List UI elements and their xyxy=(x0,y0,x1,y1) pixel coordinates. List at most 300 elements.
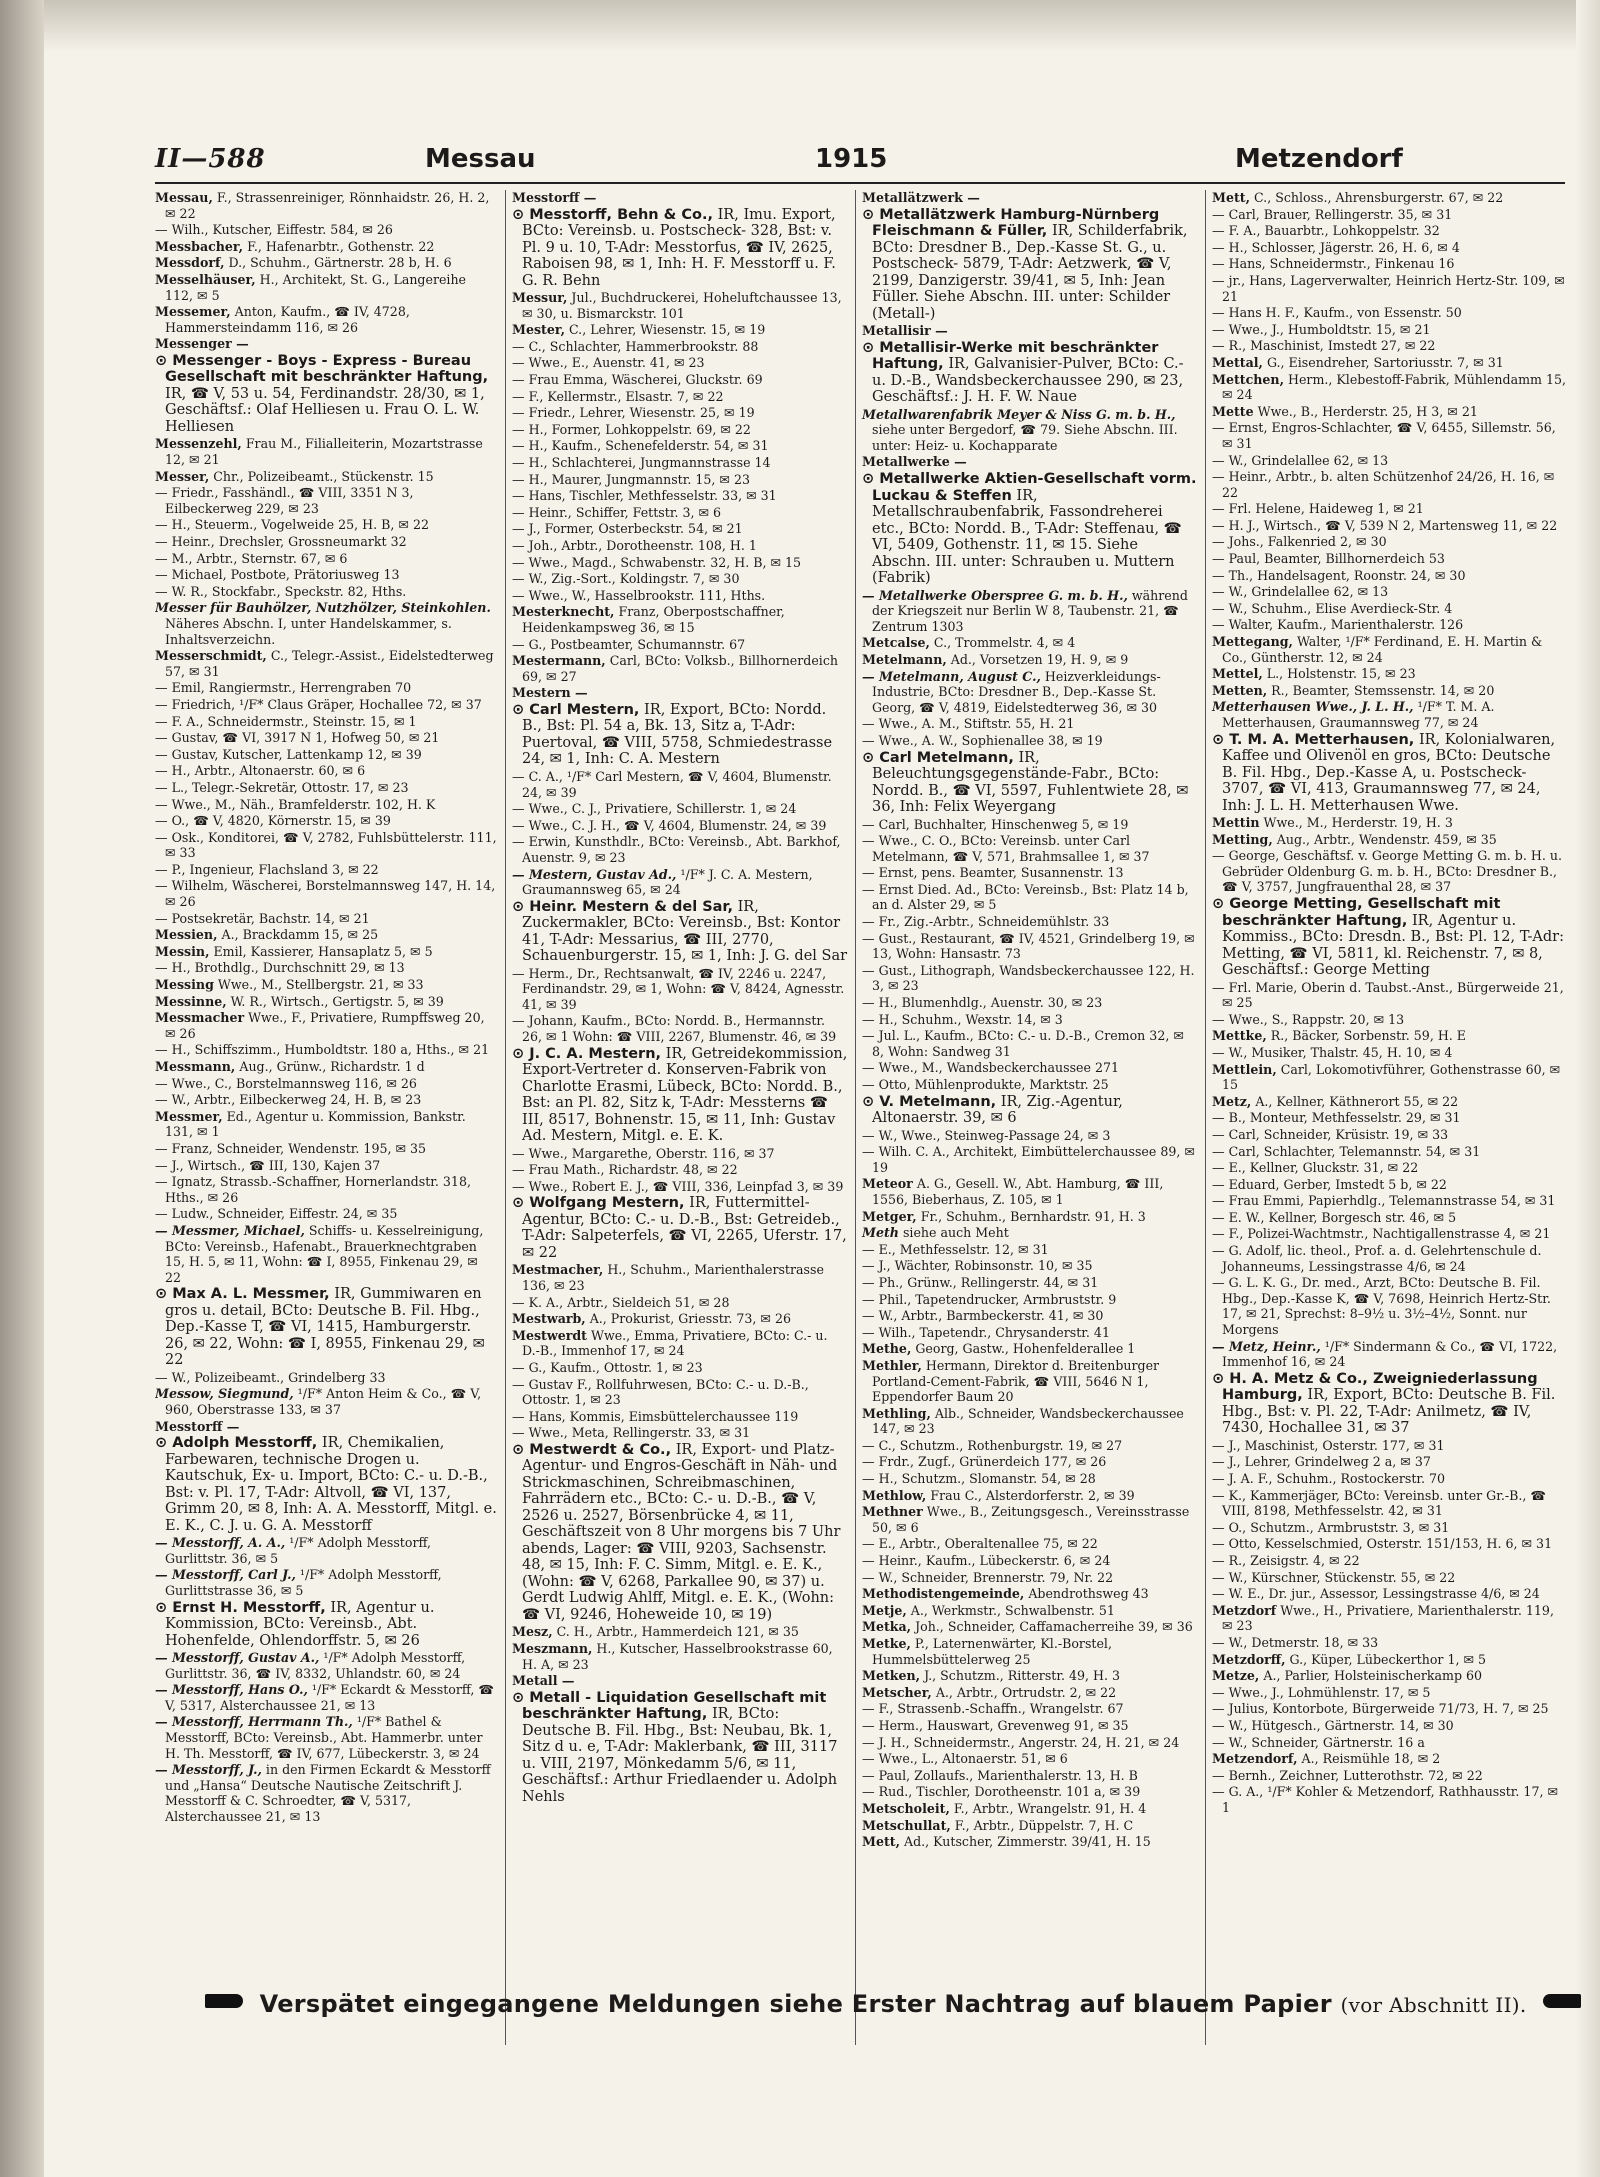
entry-name: Messelhäuser, xyxy=(155,271,256,287)
entry-details: — Wwe., C. J., Privatiere, Schillerstr. 1, ✉ 24 xyxy=(512,801,797,817)
entry-details: — E., Arbtr., Oberaltenallee 75, ✉ 22 xyxy=(862,1536,1098,1552)
entry-details: ¹/F* Adolph Messtorff, Gurlittstr. 36, ✉ 5 xyxy=(165,1535,431,1566)
entry-details: — Frau Math., Richardstr. 48, ✉ 22 xyxy=(512,1162,738,1178)
directory-entry xyxy=(862,1834,1198,1850)
directory-entry xyxy=(1212,1718,1566,1734)
entry-details: — G. Adolf, lic. theol., Prof. a. d. Gelehrtenschule d. Johanneums, Lessingstrasse 4/6, ✉ 24 xyxy=(1212,1243,1542,1274)
directory-entry xyxy=(155,1714,497,1761)
directory-entry xyxy=(155,272,497,303)
directory-entry xyxy=(862,1636,1198,1667)
entry-name: Metken, xyxy=(862,1668,921,1684)
entry-name: Metger, xyxy=(862,1208,917,1224)
entry-details: ¹/F* Adolph Messtorff, Gurlittstrasse 36, ✉ 5 xyxy=(165,1567,442,1598)
directory-entry xyxy=(512,355,848,371)
entry-details: IR, Export, BCto: Deutsche B. Fil. Hbg., Bst: v. Pl. 22, T-Adr: Anilmetz, ☎ IV, 7430, Hochallee 31, ✉ 37 xyxy=(1222,1387,1556,1437)
directory-entry xyxy=(512,1146,848,1162)
entry-details: Heizverkleidungs-Industrie, BCto: Dresdner B., Dep.-Kasse St. Georg, ☎ V, 4819, Eidelstedterweg 36, ✉ 30 xyxy=(872,668,1161,715)
entry-details: Georg, Gastw., Hohenfelderallee 1 xyxy=(915,1341,1136,1357)
directory-entry xyxy=(862,1406,1198,1437)
directory-entry xyxy=(862,865,1198,881)
directory-entry xyxy=(512,405,848,421)
entry-details: — Heinr., Arbtr., b. alten Schützenhof 24/26, H. 16, ✉ 22 xyxy=(1212,469,1555,500)
directory-entry xyxy=(862,1553,1198,1569)
directory-entry xyxy=(512,1013,848,1044)
column-4 xyxy=(1205,190,1566,2045)
entry-details: — Wwe., M., Wandsbeckerchaussee 271 xyxy=(862,1060,1120,1076)
directory-entry xyxy=(862,1012,1198,1028)
entry-name: Methling, xyxy=(862,1405,931,1421)
page-number: II—588 xyxy=(155,144,266,174)
entry-name: Messien, xyxy=(155,927,218,943)
directory-entry xyxy=(512,1641,848,1672)
entry-details: — Osk., Konditorei, ☎ V, 2782, Fuhlsbüttelerstr. 111, ✉ 33 xyxy=(155,829,497,861)
entry-name: ⊙ Carl Metelmann, xyxy=(862,749,1014,766)
entry-details: — E. W., Kellner, Borgesch str. 46, ✉ 5 xyxy=(1212,1209,1457,1225)
directory-entry xyxy=(155,1206,497,1222)
entry-details: — H., Steuerm., Vogelweide 25, H. B, ✉ 22 xyxy=(155,517,429,533)
entry-name: Meszmann, xyxy=(512,1641,593,1657)
entry-details: — Frau Emmi, Papierhdlg., Telemannstrasse 54, ✉ 31 xyxy=(1212,1193,1556,1209)
entry-name: ⊙ George Metting, Gesellschaft mit beschränkter Haftung, xyxy=(1212,896,1501,929)
entry-details: R., Bäcker, Sorbenstr. 59, H. E xyxy=(1270,1028,1467,1044)
entry-details: — Erwin, Kunsthdlr., BCto: Vereinsb., Abt. Barkhof, Auenstr. 9, ✉ 23 xyxy=(512,834,841,865)
directory-entry xyxy=(512,604,848,635)
directory-entry xyxy=(155,584,497,600)
directory-entry xyxy=(862,1818,1198,1834)
entry-details: — Wwe., C. O., BCto: Vereinsb. unter Carl Metelmann, ☎ V, 571, Brahmsallee 1, ✉ 37 xyxy=(862,833,1150,864)
directory-entry xyxy=(1212,1094,1566,1110)
directory-entry xyxy=(1212,732,1566,815)
directory-entry xyxy=(155,600,497,647)
entry-details: — Wwe., S., Rappstr. 20, ✉ 13 xyxy=(1212,1011,1405,1027)
entry-name: Mettke, xyxy=(1212,1028,1267,1044)
directory-entry xyxy=(862,1242,1198,1258)
directory-entry xyxy=(1212,896,1566,979)
entry-name: Messmer, xyxy=(155,1108,223,1124)
directory-entry xyxy=(1212,601,1566,617)
entry-name: Meteor xyxy=(862,1176,913,1192)
directory-entry xyxy=(862,1341,1198,1357)
directory-entry xyxy=(862,750,1198,816)
directory-entry xyxy=(862,1801,1198,1817)
entry-details: — Wwe., C. J. H., ☎ V, 4604, Blumenstr. 24, ✉ 39 xyxy=(512,817,827,833)
directory-entry xyxy=(155,1650,497,1681)
directory-entry xyxy=(155,911,497,927)
pointing-hand-icon xyxy=(1543,1994,1581,2008)
entry-details: — J., Maschinist, Osterstr. 177, ✉ 31 xyxy=(1212,1437,1445,1453)
directory-entry xyxy=(155,1370,497,1386)
directory-entry xyxy=(1212,584,1566,600)
entry-details: — F., Kellermstr., Elsastr. 7, ✉ 22 xyxy=(512,388,724,404)
entry-name: Messinne, xyxy=(155,993,227,1009)
entry-details: — Ernst Died. Ad., BCto: Vereinsb., Bst: Platz 14 b, an d. Alster 29, ✉ 5 xyxy=(862,881,1189,913)
directory-entry xyxy=(1212,1784,1566,1815)
entry-details: IR, Futtermittel-Agentur, BCto: C.- u. D.-B., Bst: Getreideb., T-Adr: Salpeterfels, ☎ VI, 2265, Uferstr. 17, ✉ 22 xyxy=(522,1195,847,1261)
entry-details: Ad., Vorsetzen 19, H. 9, ✉ 9 xyxy=(950,651,1129,667)
entry-name: ⊙ Metallwerke Aktien-Gesellschaft vorm. Luckau & Steffen xyxy=(862,471,1197,504)
entry-name: Mett, xyxy=(1212,190,1250,205)
directory-entry xyxy=(155,190,497,221)
directory-entry xyxy=(862,1358,1198,1405)
entry-details: Wwe., B., Herderstr. 25, H 3, ✉ 21 xyxy=(1257,403,1478,419)
entry-details: IR, Zig.-Agentur, Altonaerstr. 39, ✉ 6 xyxy=(872,1093,1123,1127)
entry-details: — F. A., Schneidermstr., Steinstr. 15, ✉ 1 xyxy=(155,713,417,729)
directory-entry xyxy=(512,538,848,554)
directory-entry xyxy=(1212,1735,1566,1751)
entry-details: — F., Strassenb.-Schaffn., Wrangelstr. 67 xyxy=(862,1701,1124,1717)
entry-details: H., Kutscher, Hasselbrookstrasse 60, H. A, ✉ 23 xyxy=(522,1641,833,1672)
entry-name: — Messmer, Michael, xyxy=(155,1222,305,1238)
entry-details: — Gustav F., Rollfuhrwesen, BCto: C.- u. D.-B., Ottostr. 1, ✉ 23 xyxy=(512,1376,809,1408)
entry-name: Messer, xyxy=(155,468,210,484)
entry-details: — Friedrich, ¹/F* Claus Gräper, Hochallee 72, ✉ 37 xyxy=(155,696,482,712)
entry-details: — G., Postbeamter, Schumannstr. 67 xyxy=(512,636,746,652)
directory-entry xyxy=(1212,207,1566,223)
directory-entry xyxy=(1212,1668,1566,1684)
directory-entry xyxy=(512,966,848,1013)
entry-details: — Frl. Helene, Haideweg 1, ✉ 21 xyxy=(1212,501,1424,517)
footer-note: (vor Abschnitt II). xyxy=(1340,1993,1527,2017)
entry-details: ¹/F* T. M. A. Metterhausen, Graumannsweg 77, ✉ 24 xyxy=(1222,699,1495,730)
entry-name: Metka, xyxy=(862,1619,912,1635)
directory-entry xyxy=(1212,453,1566,469)
entry-details: — Wwe., Margarethe, Oberstr. 116, ✉ 37 xyxy=(512,1145,775,1161)
entry-name: Messemer, xyxy=(155,304,231,320)
entry-details: — Fr., Zig.-Arbtr., Schneidemühlstr. 33 xyxy=(862,914,1110,930)
directory-entry xyxy=(512,867,848,898)
entry-details: Näheres Abschn. I, unter Handelskammer, s. Inhaltsverzeichn. xyxy=(165,615,452,647)
directory-entry xyxy=(862,1536,1198,1552)
entry-details: — Otto, Kesselschmied, Osterstr. 151/153, H. 6, ✉ 31 xyxy=(1212,1536,1553,1552)
entry-name: Metterhausen Wwe., J. L. H., xyxy=(1212,699,1414,715)
directory-entry xyxy=(155,222,497,238)
directory-entry xyxy=(155,436,497,467)
entry-details: — Heinr., Drechsler, Grossneumarkt 32 xyxy=(155,534,407,549)
directory-entry xyxy=(862,1784,1198,1800)
entry-name: Metz, xyxy=(1212,1093,1252,1109)
directory-entry xyxy=(862,733,1198,749)
entry-details: — W., Wwe., Steinweg-Passage 24, ✉ 3 xyxy=(862,1127,1111,1143)
entry-name: Messin, xyxy=(155,943,210,959)
directory-entry xyxy=(1212,501,1566,517)
entry-details: A., Parlier, Holsteinischerkamp 60 xyxy=(1263,1668,1483,1684)
entry-details: C., Lehrer, Wiesenstr. 15, ✉ 19 xyxy=(569,322,766,338)
entry-details: Carl, BCto: Volksb., Billhornerdeich 69, ✉ 27 xyxy=(522,653,838,684)
entry-details: ¹/F* Anton Heim & Co., ☎ V, 960, Oberstrasse 133, ✉ 37 xyxy=(165,1386,482,1417)
directory-entry xyxy=(512,555,848,571)
entry-details: Walter, ¹/F* Ferdinand, E. H. Martin & Co., Güntherstr. 12, ✉ 24 xyxy=(1222,634,1543,665)
directory-entry xyxy=(155,1535,497,1566)
directory-entry xyxy=(155,1682,497,1713)
entry-details: — L., Telegr.-Sekretär, Ottostr. 17, ✉ 23 xyxy=(155,779,409,795)
directory-entry xyxy=(155,485,497,516)
directory-entry xyxy=(512,1409,848,1425)
directory-entry xyxy=(1212,1488,1566,1519)
entry-details: — Wilh., Tapetendr., Chrysanderstr. 41 xyxy=(862,1324,1110,1340)
entry-details: — Wilhelm, Wäscherei, Borstelmannsweg 147, H. 14, ✉ 26 xyxy=(155,878,496,910)
directory-entry xyxy=(155,1042,497,1058)
directory-entry xyxy=(862,1094,1198,1127)
entry-name: Messtorff — xyxy=(512,190,597,205)
directory-entry xyxy=(512,488,848,504)
entry-details: — G. A., ¹/F* Kohler & Metzendorf, Rathhausstr. 17, ✉ 1 xyxy=(1212,1784,1559,1815)
header-last-word: Metzendorf xyxy=(1235,144,1403,174)
entry-name: Metting, xyxy=(1212,831,1273,847)
entry-details: — J., Wirtsch., ☎ III, 130, Kajen 37 xyxy=(155,1157,381,1173)
directory-entry xyxy=(155,1158,497,1174)
entry-details: — Gustav, Kutscher, Lattenkamp 12, ✉ 39 xyxy=(155,746,422,762)
directory-entry xyxy=(512,801,848,817)
entry-details: — H., Schlachterei, Jungmannstrasse 14 xyxy=(512,455,771,471)
entry-name: Messtorff — xyxy=(155,1418,240,1434)
directory-entry xyxy=(155,567,497,583)
entry-details: Anton, Kaufm., ☎ IV, 4728, Hammersteindamm 116, ✉ 26 xyxy=(165,304,410,335)
directory-entry xyxy=(1212,815,1566,831)
entry-details: Joh., Schneider, Caffamacherreihe 39, ✉ 36 xyxy=(915,1619,1193,1635)
entry-name: ⊙ Carl Mestern, xyxy=(512,701,640,718)
entry-details: H., Architekt, St. G., Langereihe 112, ✉ 5 xyxy=(165,271,467,303)
directory-entry xyxy=(1212,372,1566,403)
entry-details: — J. A. F., Schuhm., Rostockerstr. 70 xyxy=(1212,1471,1446,1486)
entry-details: P., Laternenwärter, Kl.-Borstel, Hummelsbüttelerweg 25 xyxy=(872,1636,1112,1667)
entry-details: Frau C., Alsterdorferstr. 2, ✉ 39 xyxy=(930,1487,1135,1503)
entry-details: — W., Zig.-Sort., Koldingstr. 7, ✉ 30 xyxy=(512,571,740,587)
entry-details: — W., Arbtr., Barmbeckerstr. 41, ✉ 30 xyxy=(862,1308,1104,1324)
directory-entry xyxy=(512,571,848,587)
entry-details: — Wwe., A. M., Stiftstr. 55, H. 21 xyxy=(862,716,1075,732)
entry-details: — Franz, Schneider, Wendenstr. 195, ✉ 35 xyxy=(155,1140,427,1156)
entry-details: — Ernst, pens. Beamter, Susannenstr. 13 xyxy=(862,865,1124,881)
entry-details: — W., Detmerstr. 18, ✉ 33 xyxy=(1212,1634,1379,1650)
entry-name: ⊙ Adolph Messtorff, xyxy=(155,1435,318,1452)
entry-details: ¹/F* J. C. A. Mestern, Graumannsweg 65, ✉ 24 xyxy=(522,866,813,898)
entry-details: Frau M., Filialleiterin, Mozartstrasse 12, ✉ 21 xyxy=(165,436,483,468)
directory-entry xyxy=(155,994,497,1010)
directory-entry xyxy=(155,960,497,976)
directory-entry xyxy=(512,653,848,684)
entry-details: — O., Schutzm., Armbruststr. 3, ✉ 31 xyxy=(1212,1519,1450,1535)
directory-entry xyxy=(155,977,497,993)
entry-details: — Wilh., Kutscher, Eiffestr. 584, ✉ 26 xyxy=(155,222,393,238)
directory-entry xyxy=(862,1471,1198,1487)
entry-name: — Metallwerke Oberspree G. m. b. H., xyxy=(862,587,1128,603)
entry-details: J., Schutzm., Ritterstr. 49, H. 3 xyxy=(924,1668,1121,1684)
entry-name: Metallwerke — xyxy=(862,454,967,470)
entry-details: — Johann, Kaufm., BCto: Nordd. B., Hermannstr. 26, ✉ 1 Wohn: ☎ VIII, 2267, Blumenstr. 46, ✉ 39 xyxy=(512,1013,837,1045)
entry-details: — Walter, Kaufm., Marienthalerstr. 126 xyxy=(1212,617,1464,633)
directory-entry xyxy=(1212,1471,1566,1487)
entry-details: Hermann, Direktor d. Breitenburger Portland-Cement-Fabrik, ☎ VIII, 5646 N 1, Eppendorfer Baum 20 xyxy=(872,1357,1160,1405)
directory-entry xyxy=(512,190,848,206)
directory-entry xyxy=(1212,1127,1566,1143)
directory-entry xyxy=(862,716,1198,732)
directory-entry xyxy=(155,304,497,335)
entry-details: G., Küper, Lübeckerthor 1, ✉ 5 xyxy=(1289,1651,1487,1667)
entry-name: — Messtorff, Gustav A., xyxy=(155,1650,320,1666)
entry-name: Metscher, xyxy=(862,1684,932,1700)
directory-entry xyxy=(512,1262,848,1293)
entry-name: ⊙ Ernst H. Messtorff, xyxy=(155,1599,326,1616)
entry-details: siehe unter Bergedorf, ☎ 79. Siehe Abschn. III. unter: Heiz- u. Kochapparate xyxy=(872,422,1178,453)
entry-details: Wwe., B., Zeitungsgesch., Vereinsstrasse 50, ✉ 6 xyxy=(872,1504,1190,1535)
directory-entry xyxy=(1212,1062,1566,1093)
directory-entry xyxy=(512,1328,848,1359)
entry-name: Methodistengemeinde, xyxy=(862,1586,1025,1602)
directory-entry xyxy=(1212,1652,1566,1668)
scan-shadow-top xyxy=(0,0,1600,52)
directory-entry xyxy=(1212,1339,1566,1370)
directory-entry xyxy=(512,339,848,355)
directory-entry xyxy=(862,1438,1198,1454)
entry-details: — Johs., Falkenried 2, ✉ 30 xyxy=(1212,534,1387,550)
entry-details: — E., Kellner, Gluckstr. 31, ✉ 22 xyxy=(1212,1160,1419,1176)
directory-entry xyxy=(155,1174,497,1205)
directory-entry xyxy=(155,813,497,829)
directory-entry xyxy=(862,669,1198,716)
running-header xyxy=(155,140,1565,184)
directory-entry xyxy=(862,1258,1198,1274)
entry-details: F., Strassenreiniger, Rönnhaidstr. 26, H. 2, ✉ 22 xyxy=(165,190,490,221)
entry-name: — Metz, Heinr., xyxy=(1212,1338,1321,1354)
entry-name: Messer für Bauhölzer, Nutzhölzer, Steinkohlen. xyxy=(155,600,491,616)
entry-details: — Carl, Schneider, Krüsistr. 19, ✉ 33 xyxy=(1212,1126,1449,1142)
entry-details: — Joh., Arbtr., Dorotheenstr. 108, H. 1 xyxy=(512,538,757,553)
directory-entry xyxy=(512,1673,848,1689)
entry-name: Messow, Siegmund, xyxy=(155,1386,294,1402)
entry-details: A., Prokurist, Griesstr. 73, ✉ 26 xyxy=(589,1311,792,1327)
directory-entry xyxy=(1212,223,1566,239)
directory-entry xyxy=(512,1195,848,1261)
directory-entry xyxy=(1212,256,1566,272)
directory-entry xyxy=(862,1701,1198,1717)
directory-entry xyxy=(1212,1570,1566,1586)
entry-details: — Hans, Tischler, Methfesselstr. 33, ✉ 31 xyxy=(512,488,777,504)
entry-details: — George, Geschäftsf. v. George Metting G. m. b. H. u. Gebrüder Oldenburg G. m. b. H., BCto: Dresdner B., ☎ V, 3757, Jungfrauenthal 28, ✉ 37 xyxy=(1212,848,1562,895)
entry-details: Ad., Kutscher, Zimmerstr. 39/41, H. 15 xyxy=(904,1834,1151,1850)
directory-entry xyxy=(862,931,1198,962)
entry-details: Wwe., Emma, Privatiere, BCto: C.- u. D.-B., Immenhof 17, ✉ 24 xyxy=(522,1327,828,1359)
directory-entry xyxy=(862,1685,1198,1701)
directory-entry xyxy=(862,1454,1198,1470)
entry-details: IR, ☎ V, 53 u. 54, Ferdinandstr. 28/30, ✉ 1, Geschäftsf.: Olaf Helliesen u. Frau O. L. W. Helliesen xyxy=(165,385,485,435)
directory-entry xyxy=(1212,666,1566,682)
entry-name: Messerschmidt, xyxy=(155,648,267,664)
entry-details: — M., Arbtr., Sternstr. 67, ✉ 6 xyxy=(155,550,348,566)
directory-entry xyxy=(155,944,497,960)
scan-shadow-right xyxy=(1576,0,1600,2177)
directory-entry xyxy=(155,551,497,567)
directory-entry xyxy=(1212,1243,1566,1274)
entry-name: Mester, xyxy=(512,322,565,338)
entry-details: — E., Methfesselstr. 12, ✉ 31 xyxy=(862,1241,1049,1257)
entry-details: H., Schuhm., Marienthalerstrasse 136, ✉ 23 xyxy=(522,1262,824,1294)
entry-details: — Phil., Tapetendrucker, Armbruststr. 9 xyxy=(862,1291,1117,1307)
directory-entry xyxy=(1212,848,1566,895)
directory-entry xyxy=(1212,355,1566,371)
entry-details: — Emil, Rangiermstr., Herrengraben 70 xyxy=(155,680,412,696)
directory-entry xyxy=(512,818,848,834)
entry-name: Metallätzwerk — xyxy=(862,190,980,205)
entry-details: — W., Hütgesch., Gärtnerstr. 14, ✉ 30 xyxy=(1212,1717,1454,1733)
entry-details: — W., Grindelallee 62, ✉ 13 xyxy=(1212,584,1389,600)
entry-name: Metallisir — xyxy=(862,323,948,339)
entry-details: IR, Metallschraubenfabrik, Fassondreherei etc., BCto: Nordd. B., T-Adr: Steffenau, ☎ VI, 5409, Gothenstr. 11, ✉ 15. Siehe Abschn. III. unter: Schrauben u. Muttern (Fabrik) xyxy=(872,487,1182,587)
entry-details: — W., Musiker, Thalstr. 45, H. 10, ✉ 4 xyxy=(1212,1044,1453,1060)
directory-entry xyxy=(862,1718,1198,1734)
directory-entry xyxy=(1212,404,1566,420)
entry-details: — Ludw., Schneider, Eiffestr. 24, ✉ 35 xyxy=(155,1206,398,1222)
entry-details: — Carl, Schlachter, Telemannstr. 54, ✉ 31 xyxy=(1212,1143,1481,1159)
directory-entry xyxy=(512,834,848,865)
directory-entry xyxy=(155,239,497,255)
entry-details: — Carl, Brauer, Rellingerstr. 35, ✉ 31 xyxy=(1212,206,1453,222)
entry-details: D., Schuhm., Gärtnerstr. 28 b, H. 6 xyxy=(228,255,452,271)
entry-name: Metcalse, xyxy=(862,635,930,651)
directory-entry xyxy=(512,207,848,290)
directory-entry xyxy=(155,780,497,796)
entry-details: — K. A., Arbtr., Sieldeich 51, ✉ 28 xyxy=(512,1294,730,1310)
directory-entry xyxy=(155,1386,497,1417)
entry-name: Mett, xyxy=(862,1834,900,1850)
directory-entry xyxy=(155,1762,497,1824)
entry-details: Wwe., H., Privatiere, Marienthalerstr. 119, ✉ 23 xyxy=(1222,1602,1554,1634)
directory-entry xyxy=(862,1077,1198,1093)
entry-details: — Ernst, Engros-Schlachter, ☎ V, 6455, Sillemstr. 56, ✉ 31 xyxy=(1212,420,1556,451)
entry-details: — Eduard, Gerber, Imstedt 5 b, ✉ 22 xyxy=(1212,1176,1447,1192)
entry-name: — Messtorff, Carl J., xyxy=(155,1567,296,1583)
directory-entry xyxy=(862,1603,1198,1619)
entry-name: ⊙ J. C. A. Mestern, xyxy=(512,1045,662,1062)
entry-name: ⊙ Heinr. Mestern & del Sar, xyxy=(512,898,733,915)
directory-entry xyxy=(1212,1045,1566,1061)
entry-details: — Gustav, ☎ VI, 3917 N 1, Hofweg 50, ✉ 21 xyxy=(155,730,440,746)
directory-entry xyxy=(1212,1685,1566,1701)
entry-name: Messdorf, xyxy=(155,255,225,271)
directory-entry xyxy=(155,680,497,696)
entry-details: — W., Kürschner, Stückenstr. 55, ✉ 22 xyxy=(1212,1569,1456,1585)
entry-details: — Wwe., C., Borstelmannsweg 116, ✉ 26 xyxy=(155,1075,417,1091)
entry-details: IR, Galvanisier-Pulver, BCto: C.- u. D.-B., Wandsbeckerchaussee 290, ✉ 23, Geschäftsf.: J. H. F. W. Naue xyxy=(872,356,1184,406)
directory-entry xyxy=(155,336,497,352)
entry-details: R., Beamter, Stemssenstr. 14, ✉ 20 xyxy=(1271,682,1495,698)
entry-details: — Rud., Tischler, Dorotheenstr. 101 a, ✉ 39 xyxy=(862,1784,1141,1800)
entry-name: ⊙ T. M. A. Metterhausen, xyxy=(1212,731,1415,748)
entry-details: — Gust., Lithograph, Wandsbeckerchaussee 122, H. 3, ✉ 23 xyxy=(862,962,1195,994)
footer-text: Verspätet eingegangene Meldungen siehe Erster Nachtrag auf blauem Papier xyxy=(259,1990,1332,2018)
directory-entry xyxy=(1212,568,1566,584)
directory-entry xyxy=(1212,1110,1566,1126)
entry-name: Mettel, xyxy=(1212,666,1263,682)
entry-details: — W., Polizeibeamt., Grindelberg 33 xyxy=(155,1369,386,1385)
entry-details: Fr., Schuhm., Bernhardstr. 91, H. 3 xyxy=(920,1208,1146,1224)
directory-entry xyxy=(512,1179,848,1195)
directory-entry xyxy=(155,648,497,679)
directory-entry xyxy=(155,763,497,779)
directory-entry xyxy=(512,1377,848,1408)
entry-details: — jr., Hans, Lagerverwalter, Heinrich Hertz-Str. 109, ✉ 21 xyxy=(1212,272,1565,304)
entry-details: — Wwe., Meta, Rellingerstr. 33, ✉ 31 xyxy=(512,1425,751,1441)
entry-details: Herm., Klebestoff-Fabrik, Mühlendamm 15, ✉ 24 xyxy=(1222,371,1566,403)
entry-details: C. H., Arbtr., Hammerdeich 121, ✉ 35 xyxy=(556,1624,799,1640)
entry-details: — Ignatz, Strassb.-Schaffner, Hornerlandstr. 318, Hths., ✉ 26 xyxy=(155,1174,471,1205)
entry-name: Metze, xyxy=(1212,1668,1260,1684)
entry-name: Mettegang, xyxy=(1212,634,1293,650)
directory-entry xyxy=(1212,683,1566,699)
directory-entry xyxy=(155,534,497,550)
entry-details: IR, BCto: Deutsche B. Fil. Hbg., Bst: Neubau, Bk. 1, Sitz d u. e, T-Adr: Maklerbank, ☎ III, 3117 u. VIII, 2197, Mönkedamm 5/6, ✉ 11, Geschäftsf.: Arthur Friedlaender u. Adolph Nehls xyxy=(522,1706,838,1805)
entry-details: ¹/F* Sindermann & Co., ☎ VI, 1722, Immenhof 16, ✉ 24 xyxy=(1222,1338,1558,1370)
entry-details: F., Hafenarbtr., Gothenstr. 22 xyxy=(247,238,435,254)
